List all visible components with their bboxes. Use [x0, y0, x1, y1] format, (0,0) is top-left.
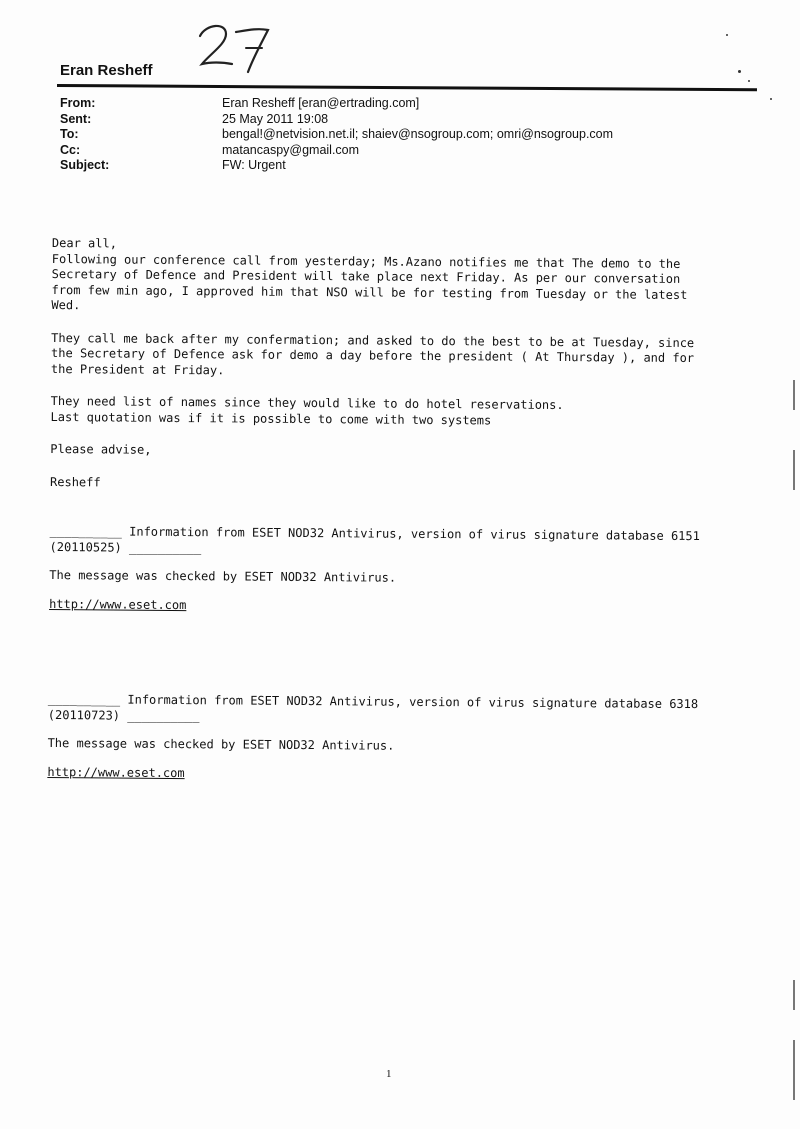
- scan-speck: [738, 70, 741, 73]
- antivirus-checked-line: The message was checked by ESET NOD32 Antivirus.: [49, 567, 397, 585]
- scan-speck: [748, 80, 750, 82]
- header-value: Eran Resheff [eran@ertrading.com]: [222, 96, 420, 110]
- antivirus-notice-1: [49, 524, 740, 617]
- eset-link[interactable]: http://www.eset.com: [49, 596, 187, 612]
- body-line: Dear all,: [51, 236, 118, 251]
- header-label: Cc:: [60, 142, 81, 157]
- header-to: [60, 127, 613, 143]
- page-number: 1: [386, 1068, 392, 1080]
- header-sent: [60, 112, 613, 128]
- scan-edge-mark: [793, 380, 795, 410]
- header-label: Subject:: [60, 158, 110, 172]
- eset-link[interactable]: http://www.eset.com: [47, 764, 185, 780]
- header-divider: [57, 84, 757, 91]
- body-line: They need list of names since they would like to do hotel reservations.: [50, 393, 564, 413]
- header-label: From:: [60, 96, 96, 110]
- handwritten-page-mark: [196, 18, 276, 78]
- scan-edge-mark: [793, 450, 795, 490]
- antivirus-checked-line: The message was checked by ESET NOD32 Antivirus.: [47, 735, 395, 753]
- sender-name-heading: Eran Resheff: [60, 62, 153, 79]
- body-paragraph-3: [51, 394, 741, 430]
- header-label: To:: [60, 127, 79, 141]
- email-body: [49, 236, 742, 617]
- scan-speck: [726, 34, 728, 36]
- antivirus-date-line: (20110723) __________: [47, 707, 200, 723]
- header-cc: [60, 143, 613, 159]
- antivirus-info-line: __________ Information from ESET NOD32 Antivirus, version of virus signature database 6318: [47, 692, 699, 712]
- body-line: Following our conference call from yesterday; Ms.Azano notifies me that The demo to the: [51, 251, 681, 271]
- body-line: Last quotation was if it is possible to come with two systems: [50, 409, 492, 427]
- scan-speck: [770, 98, 772, 100]
- body-paragraph-2: [51, 330, 741, 382]
- header-value: matancaspy@gmail.com: [222, 142, 360, 157]
- scan-edge-mark: [793, 980, 795, 1010]
- email-headers: [60, 96, 613, 174]
- header-from: [60, 96, 613, 112]
- signature: Resheff: [50, 474, 101, 489]
- body-line: from few min ago, I approved him that NSO will be for testing from Tuesday or the latest: [51, 282, 688, 302]
- scan-edge-mark: [793, 1040, 795, 1100]
- antivirus-date-line: (20110525) __________: [49, 539, 202, 555]
- closing-line: Please advise,: [50, 441, 152, 457]
- body-line: the President at Friday.: [50, 361, 225, 377]
- header-label: Sent:: [60, 111, 92, 126]
- body-paragraph-1: [51, 236, 742, 319]
- body-line: They call me back after my confermation; and asked to do the best to be at Tuesday, since: [51, 330, 695, 350]
- header-subject: [60, 158, 613, 174]
- body-line: Secretary of Defence and President will take place next Friday. As per our conversation: [51, 266, 681, 286]
- antivirus-notice-2: [47, 692, 738, 785]
- header-value: FW: Urgent: [222, 158, 286, 172]
- antivirus-info-line: __________ Information from ESET NOD32 Antivirus, version of virus signature database 6151: [49, 523, 700, 544]
- body-line: Wed.: [51, 297, 81, 313]
- body-line: the Secretary of Defence ask for demo a day before the president ( At Thursday ), and for: [51, 345, 695, 366]
- header-value: bengal!@netvision.net.il; shaiev@nsogroup.com; omri@nsogroup.com: [222, 127, 614, 141]
- header-value: 25 May 2011 19:08: [222, 111, 329, 126]
